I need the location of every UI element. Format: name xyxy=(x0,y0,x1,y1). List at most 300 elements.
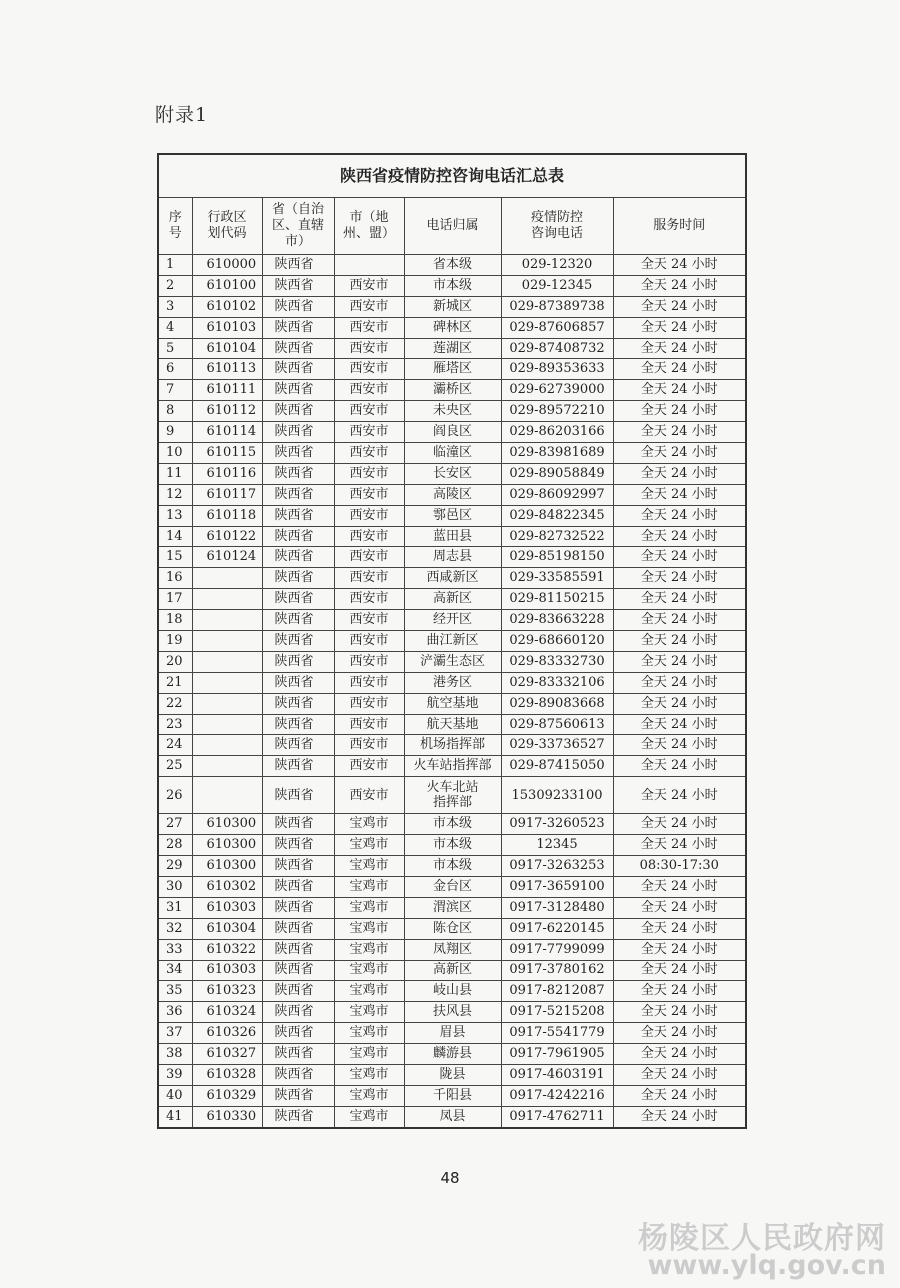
row-city: 宝鸡市 xyxy=(334,856,404,877)
row-phone-owner: 眉县 xyxy=(404,1023,501,1044)
row-phone-owner: 凤翔区 xyxy=(404,939,501,960)
row-consult-phone: 029-82732522 xyxy=(501,526,613,547)
table-row xyxy=(158,1064,746,1085)
table-row xyxy=(158,756,746,777)
table-row xyxy=(158,1044,746,1065)
row-phone-owner: 市本级 xyxy=(404,814,501,835)
row-service-hours: 全天 24 小时 xyxy=(613,610,746,631)
row-admin-code: 610329 xyxy=(192,1085,262,1106)
row-phone-owner: 港务区 xyxy=(404,672,501,693)
row-consult-phone: 12345 xyxy=(501,835,613,856)
row-index: 12 xyxy=(158,484,192,505)
row-consult-phone: 029-87408732 xyxy=(501,338,613,359)
row-index: 9 xyxy=(158,422,192,443)
row-consult-phone: 029-87560613 xyxy=(501,714,613,735)
row-city: 宝鸡市 xyxy=(334,1106,404,1127)
row-admin-code xyxy=(192,631,262,652)
table-row xyxy=(158,568,746,589)
row-city: 西安市 xyxy=(334,651,404,672)
row-province: 陕西省 xyxy=(262,960,334,981)
row-city: 西安市 xyxy=(334,568,404,589)
row-service-hours: 全天 24 小时 xyxy=(613,568,746,589)
row-city: 西安市 xyxy=(334,317,404,338)
row-phone-owner: 蓝田县 xyxy=(404,526,501,547)
row-province: 陕西省 xyxy=(262,756,334,777)
row-service-hours: 全天 24 小时 xyxy=(613,484,746,505)
row-index: 38 xyxy=(158,1044,192,1065)
row-admin-code: 610302 xyxy=(192,876,262,897)
row-service-hours: 全天 24 小时 xyxy=(613,1002,746,1023)
row-city: 西安市 xyxy=(334,526,404,547)
row-city: 西安市 xyxy=(334,610,404,631)
table-row xyxy=(158,401,746,422)
row-consult-phone: 0917-4603191 xyxy=(501,1064,613,1085)
row-city: 西安市 xyxy=(334,338,404,359)
row-city: 西安市 xyxy=(334,275,404,296)
row-consult-phone: 029-33585591 xyxy=(501,568,613,589)
row-consult-phone: 15309233100 xyxy=(501,777,613,814)
row-service-hours: 全天 24 小时 xyxy=(613,275,746,296)
row-phone-owner: 千阳县 xyxy=(404,1085,501,1106)
row-index: 2 xyxy=(158,275,192,296)
row-admin-code: 610122 xyxy=(192,526,262,547)
row-service-hours: 全天 24 小时 xyxy=(613,443,746,464)
row-service-hours: 全天 24 小时 xyxy=(613,960,746,981)
row-consult-phone: 0917-4762711 xyxy=(501,1106,613,1127)
row-city: 西安市 xyxy=(334,547,404,568)
row-index: 5 xyxy=(158,338,192,359)
row-consult-phone: 0917-7799099 xyxy=(501,939,613,960)
row-phone-owner: 新城区 xyxy=(404,296,501,317)
table-row xyxy=(158,275,746,296)
row-city: 宝鸡市 xyxy=(334,814,404,835)
row-index: 23 xyxy=(158,714,192,735)
row-province: 陕西省 xyxy=(262,422,334,443)
row-province: 陕西省 xyxy=(262,651,334,672)
row-admin-code: 610323 xyxy=(192,981,262,1002)
row-city: 宝鸡市 xyxy=(334,1085,404,1106)
row-index: 28 xyxy=(158,835,192,856)
row-admin-code: 610327 xyxy=(192,1044,262,1065)
row-index: 41 xyxy=(158,1106,192,1127)
row-admin-code: 610124 xyxy=(192,547,262,568)
watermark-site-name: 杨陵区人民政府网 xyxy=(638,1221,886,1256)
row-service-hours: 全天 24 小时 xyxy=(613,380,746,401)
row-index: 7 xyxy=(158,380,192,401)
table-row xyxy=(158,835,746,856)
row-province: 陕西省 xyxy=(262,777,334,814)
row-admin-code: 610100 xyxy=(192,275,262,296)
row-service-hours: 全天 24 小时 xyxy=(613,255,746,276)
row-phone-owner: 灞桥区 xyxy=(404,380,501,401)
row-phone-owner: 阎良区 xyxy=(404,422,501,443)
row-admin-code: 610117 xyxy=(192,484,262,505)
row-phone-owner: 经开区 xyxy=(404,610,501,631)
row-city: 宝鸡市 xyxy=(334,835,404,856)
header-phone-owner: 电话归属 xyxy=(404,198,501,255)
row-index: 24 xyxy=(158,735,192,756)
row-phone-owner: 航天基地 xyxy=(404,714,501,735)
row-province: 陕西省 xyxy=(262,714,334,735)
table-row xyxy=(158,651,746,672)
row-province: 陕西省 xyxy=(262,317,334,338)
row-consult-phone: 0917-5215208 xyxy=(501,1002,613,1023)
row-admin-code xyxy=(192,589,262,610)
row-consult-phone: 029-84822345 xyxy=(501,505,613,526)
row-index: 34 xyxy=(158,960,192,981)
row-phone-owner: 长安区 xyxy=(404,463,501,484)
row-index: 29 xyxy=(158,856,192,877)
row-province: 陕西省 xyxy=(262,835,334,856)
row-index: 26 xyxy=(158,777,192,814)
row-index: 20 xyxy=(158,651,192,672)
row-index: 33 xyxy=(158,939,192,960)
row-consult-phone: 029-89058849 xyxy=(501,463,613,484)
row-phone-owner: 凤县 xyxy=(404,1106,501,1127)
row-admin-code: 610118 xyxy=(192,505,262,526)
table-row xyxy=(158,255,746,276)
row-city: 宝鸡市 xyxy=(334,897,404,918)
row-province: 陕西省 xyxy=(262,1002,334,1023)
row-phone-owner: 市本级 xyxy=(404,275,501,296)
row-consult-phone: 029-87415050 xyxy=(501,756,613,777)
row-consult-phone: 0917-8212087 xyxy=(501,981,613,1002)
row-province: 陕西省 xyxy=(262,897,334,918)
page-number: 48 xyxy=(440,1169,460,1187)
row-index: 17 xyxy=(158,589,192,610)
row-service-hours: 全天 24 小时 xyxy=(613,918,746,939)
row-admin-code: 610324 xyxy=(192,1002,262,1023)
row-admin-code: 610104 xyxy=(192,338,262,359)
row-city: 西安市 xyxy=(334,443,404,464)
row-admin-code: 610330 xyxy=(192,1106,262,1127)
row-province: 陕西省 xyxy=(262,981,334,1002)
row-admin-code: 610303 xyxy=(192,960,262,981)
row-phone-owner: 高陵区 xyxy=(404,484,501,505)
row-city: 宝鸡市 xyxy=(334,1044,404,1065)
row-admin-code: 610115 xyxy=(192,443,262,464)
row-service-hours: 全天 24 小时 xyxy=(613,735,746,756)
row-phone-owner: 西咸新区 xyxy=(404,568,501,589)
row-province: 陕西省 xyxy=(262,547,334,568)
row-province: 陕西省 xyxy=(262,568,334,589)
header-consult-phone: 疫情防控 咨询电话 xyxy=(501,198,613,255)
row-consult-phone: 029-83981689 xyxy=(501,443,613,464)
table-row xyxy=(158,1023,746,1044)
table-row xyxy=(158,856,746,877)
row-province: 陕西省 xyxy=(262,918,334,939)
header-city: 市（地 州、盟） xyxy=(334,198,404,255)
table-row xyxy=(158,380,746,401)
row-city: 宝鸡市 xyxy=(334,1002,404,1023)
row-city: 西安市 xyxy=(334,505,404,526)
row-service-hours: 全天 24 小时 xyxy=(613,463,746,484)
row-phone-owner: 火车北站 指挥部 xyxy=(404,777,501,814)
row-city: 西安市 xyxy=(334,422,404,443)
row-index: 32 xyxy=(158,918,192,939)
table-row xyxy=(158,526,746,547)
table-row xyxy=(158,359,746,380)
table-row xyxy=(158,463,746,484)
row-service-hours: 全天 24 小时 xyxy=(613,631,746,652)
row-city: 宝鸡市 xyxy=(334,960,404,981)
row-phone-owner: 曲江新区 xyxy=(404,631,501,652)
row-consult-phone: 029-62739000 xyxy=(501,380,613,401)
row-index: 10 xyxy=(158,443,192,464)
row-admin-code: 610113 xyxy=(192,359,262,380)
row-admin-code xyxy=(192,714,262,735)
row-admin-code xyxy=(192,693,262,714)
row-city xyxy=(334,255,404,276)
row-consult-phone: 029-83332730 xyxy=(501,651,613,672)
row-consult-phone: 029-89083668 xyxy=(501,693,613,714)
row-phone-owner: 临潼区 xyxy=(404,443,501,464)
table-row xyxy=(158,897,746,918)
row-phone-owner: 陇县 xyxy=(404,1064,501,1085)
row-phone-owner: 浐灞生态区 xyxy=(404,651,501,672)
row-province: 陕西省 xyxy=(262,505,334,526)
table-row xyxy=(158,443,746,464)
row-index: 8 xyxy=(158,401,192,422)
row-province: 陕西省 xyxy=(262,1044,334,1065)
row-phone-owner: 市本级 xyxy=(404,835,501,856)
row-province: 陕西省 xyxy=(262,526,334,547)
row-service-hours: 全天 24 小时 xyxy=(613,714,746,735)
row-service-hours: 全天 24 小时 xyxy=(613,939,746,960)
row-consult-phone: 029-86092997 xyxy=(501,484,613,505)
row-consult-phone: 029-68660120 xyxy=(501,631,613,652)
row-phone-owner: 岐山县 xyxy=(404,981,501,1002)
table-row xyxy=(158,1002,746,1023)
row-service-hours: 全天 24 小时 xyxy=(613,547,746,568)
header-province: 省（自治 区、直辖 市） xyxy=(262,198,334,255)
watermark-url: www.ylq.gov.cn xyxy=(647,1250,886,1281)
row-service-hours: 全天 24 小时 xyxy=(613,1106,746,1127)
row-province: 陕西省 xyxy=(262,255,334,276)
row-index: 40 xyxy=(158,1085,192,1106)
row-phone-owner: 渭滨区 xyxy=(404,897,501,918)
table-row xyxy=(158,547,746,568)
row-city: 宝鸡市 xyxy=(334,1064,404,1085)
row-city: 西安市 xyxy=(334,401,404,422)
row-phone-owner: 扶风县 xyxy=(404,1002,501,1023)
row-consult-phone: 0917-3780162 xyxy=(501,960,613,981)
table-row xyxy=(158,777,746,814)
table-header-row xyxy=(158,198,746,255)
row-consult-phone: 029-89572210 xyxy=(501,401,613,422)
row-admin-code xyxy=(192,568,262,589)
row-consult-phone: 0917-3659100 xyxy=(501,876,613,897)
row-province: 陕西省 xyxy=(262,359,334,380)
row-province: 陕西省 xyxy=(262,1085,334,1106)
row-province: 陕西省 xyxy=(262,1106,334,1127)
row-province: 陕西省 xyxy=(262,1023,334,1044)
table-row xyxy=(158,714,746,735)
row-consult-phone: 029-86203166 xyxy=(501,422,613,443)
row-phone-owner: 火车站指挥部 xyxy=(404,756,501,777)
row-phone-owner: 碑林区 xyxy=(404,317,501,338)
row-admin-code xyxy=(192,651,262,672)
row-consult-phone: 029-12345 xyxy=(501,275,613,296)
row-city: 西安市 xyxy=(334,463,404,484)
row-consult-phone: 029-81150215 xyxy=(501,589,613,610)
row-city: 西安市 xyxy=(334,756,404,777)
row-phone-owner: 高新区 xyxy=(404,960,501,981)
row-phone-owner: 高新区 xyxy=(404,589,501,610)
row-service-hours: 全天 24 小时 xyxy=(613,897,746,918)
row-service-hours: 全天 24 小时 xyxy=(613,401,746,422)
header-service-hours: 服务时间 xyxy=(613,198,746,255)
row-admin-code: 610103 xyxy=(192,317,262,338)
row-service-hours: 全天 24 小时 xyxy=(613,359,746,380)
row-service-hours: 全天 24 小时 xyxy=(613,338,746,359)
row-admin-code: 610304 xyxy=(192,918,262,939)
row-city: 宝鸡市 xyxy=(334,981,404,1002)
row-province: 陕西省 xyxy=(262,672,334,693)
row-province: 陕西省 xyxy=(262,338,334,359)
row-province: 陕西省 xyxy=(262,814,334,835)
table-row xyxy=(158,484,746,505)
header-index: 序 号 xyxy=(158,198,192,255)
row-province: 陕西省 xyxy=(262,856,334,877)
row-index: 39 xyxy=(158,1064,192,1085)
row-city: 西安市 xyxy=(334,380,404,401)
row-consult-phone: 0917-6220145 xyxy=(501,918,613,939)
row-city: 西安市 xyxy=(334,484,404,505)
row-admin-code: 610300 xyxy=(192,856,262,877)
row-index: 15 xyxy=(158,547,192,568)
table-title: 陕西省疫情防控咨询电话汇总表 xyxy=(158,154,746,198)
row-province: 陕西省 xyxy=(262,275,334,296)
row-index: 21 xyxy=(158,672,192,693)
table-row xyxy=(158,589,746,610)
row-city: 西安市 xyxy=(334,359,404,380)
row-service-hours: 全天 24 小时 xyxy=(613,505,746,526)
row-service-hours: 全天 24 小时 xyxy=(613,777,746,814)
row-index: 1 xyxy=(158,255,192,276)
row-service-hours: 全天 24 小时 xyxy=(613,422,746,443)
row-admin-code: 610322 xyxy=(192,939,262,960)
row-service-hours: 全天 24 小时 xyxy=(613,1085,746,1106)
row-consult-phone: 029-33736527 xyxy=(501,735,613,756)
table-row xyxy=(158,939,746,960)
appendix-label: 附录1 xyxy=(155,104,209,126)
row-admin-code xyxy=(192,777,262,814)
row-consult-phone: 0917-5541779 xyxy=(501,1023,613,1044)
table-row xyxy=(158,1085,746,1106)
row-index: 37 xyxy=(158,1023,192,1044)
row-city: 宝鸡市 xyxy=(334,918,404,939)
row-consult-phone: 0917-3260523 xyxy=(501,814,613,835)
row-phone-owner: 金台区 xyxy=(404,876,501,897)
row-index: 3 xyxy=(158,296,192,317)
table-row xyxy=(158,296,746,317)
row-index: 19 xyxy=(158,631,192,652)
row-province: 陕西省 xyxy=(262,401,334,422)
row-service-hours: 全天 24 小时 xyxy=(613,981,746,1002)
row-index: 13 xyxy=(158,505,192,526)
row-city: 宝鸡市 xyxy=(334,939,404,960)
row-service-hours: 全天 24 小时 xyxy=(613,1064,746,1085)
row-admin-code: 610300 xyxy=(192,835,262,856)
row-service-hours: 全天 24 小时 xyxy=(613,317,746,338)
row-index: 18 xyxy=(158,610,192,631)
row-province: 陕西省 xyxy=(262,939,334,960)
row-consult-phone: 0917-4242216 xyxy=(501,1085,613,1106)
table-row xyxy=(158,981,746,1002)
row-phone-owner: 未央区 xyxy=(404,401,501,422)
row-admin-code: 610300 xyxy=(192,814,262,835)
row-phone-owner: 省本级 xyxy=(404,255,501,276)
row-province: 陕西省 xyxy=(262,610,334,631)
table-row xyxy=(158,422,746,443)
table-row xyxy=(158,505,746,526)
row-province: 陕西省 xyxy=(262,631,334,652)
table-row xyxy=(158,693,746,714)
row-admin-code xyxy=(192,672,262,693)
row-consult-phone: 0917-3263253 xyxy=(501,856,613,877)
row-service-hours: 全天 24 小时 xyxy=(613,693,746,714)
row-phone-owner: 市本级 xyxy=(404,856,501,877)
row-phone-owner: 麟游县 xyxy=(404,1044,501,1065)
row-consult-phone: 029-85198150 xyxy=(501,547,613,568)
row-service-hours: 全天 24 小时 xyxy=(613,814,746,835)
row-service-hours: 全天 24 小时 xyxy=(613,1023,746,1044)
row-province: 陕西省 xyxy=(262,443,334,464)
row-admin-code: 610328 xyxy=(192,1064,262,1085)
table-row xyxy=(158,1106,746,1127)
table-row xyxy=(158,338,746,359)
table-row xyxy=(158,317,746,338)
row-service-hours: 全天 24 小时 xyxy=(613,1044,746,1065)
row-admin-code xyxy=(192,610,262,631)
row-province: 陕西省 xyxy=(262,484,334,505)
row-admin-code: 610114 xyxy=(192,422,262,443)
row-consult-phone: 029-89353633 xyxy=(501,359,613,380)
row-index: 4 xyxy=(158,317,192,338)
row-province: 陕西省 xyxy=(262,1064,334,1085)
row-index: 22 xyxy=(158,693,192,714)
row-phone-owner: 周志县 xyxy=(404,547,501,568)
row-consult-phone: 029-83332106 xyxy=(501,672,613,693)
row-province: 陕西省 xyxy=(262,296,334,317)
table-row xyxy=(158,672,746,693)
row-admin-code: 610116 xyxy=(192,463,262,484)
row-admin-code: 610303 xyxy=(192,897,262,918)
row-phone-owner: 陈仓区 xyxy=(404,918,501,939)
row-consult-phone: 029-12320 xyxy=(501,255,613,276)
row-service-hours: 全天 24 小时 xyxy=(613,835,746,856)
row-province: 陕西省 xyxy=(262,589,334,610)
row-city: 西安市 xyxy=(334,589,404,610)
row-phone-owner: 机场指挥部 xyxy=(404,735,501,756)
row-index: 31 xyxy=(158,897,192,918)
row-index: 6 xyxy=(158,359,192,380)
row-admin-code: 610000 xyxy=(192,255,262,276)
row-province: 陕西省 xyxy=(262,693,334,714)
row-consult-phone: 029-87606857 xyxy=(501,317,613,338)
row-province: 陕西省 xyxy=(262,876,334,897)
row-index: 25 xyxy=(158,756,192,777)
row-index: 36 xyxy=(158,1002,192,1023)
row-city: 西安市 xyxy=(334,735,404,756)
row-phone-owner: 航空基地 xyxy=(404,693,501,714)
row-province: 陕西省 xyxy=(262,463,334,484)
row-service-hours: 全天 24 小时 xyxy=(613,672,746,693)
row-index: 27 xyxy=(158,814,192,835)
row-city: 宝鸡市 xyxy=(334,1023,404,1044)
row-index: 30 xyxy=(158,876,192,897)
